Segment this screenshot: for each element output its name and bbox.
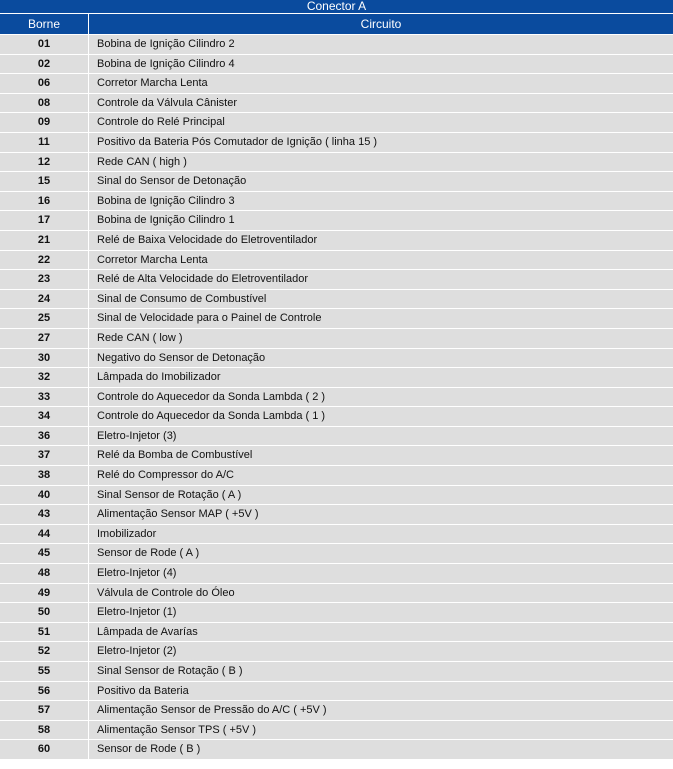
borne-cell: 57 (0, 701, 89, 720)
circuito-cell: Sinal de Velocidade para o Painel de Controle (97, 312, 322, 325)
table-row (0, 388, 673, 408)
circuito-cell: Corretor Marcha Lenta (97, 77, 208, 90)
borne-cell: 16 (0, 192, 89, 211)
table-row (0, 486, 673, 506)
circuito-cell: Sinal do Sensor de Detonação (97, 175, 247, 188)
borne-cell: 45 (0, 544, 89, 563)
table-row (0, 446, 673, 466)
header-circuito: Circuito (360, 17, 402, 31)
circuito-cell: Imobilizador (97, 527, 157, 540)
table-row (0, 349, 673, 369)
table-row (0, 153, 673, 173)
borne-cell: 25 (0, 309, 89, 328)
table-row (0, 133, 673, 153)
circuito-cell: Bobina de Ignição Cilindro 4 (97, 57, 235, 70)
table-row (0, 74, 673, 94)
circuito-cell: Eletro-Injetor (4) (97, 567, 177, 580)
borne-cell: 38 (0, 466, 89, 485)
table-row (0, 662, 673, 682)
circuito-cell: Rede CAN ( high ) (97, 155, 187, 168)
table-row (0, 172, 673, 192)
borne-cell: 15 (0, 172, 89, 191)
circuito-cell: Controle do Aquecedor da Sonda Lambda ( 1 ) (97, 410, 326, 423)
table-header (0, 14, 673, 35)
circuito-cell: Alimentação Sensor MAP ( +5V ) (97, 508, 259, 521)
table-row (0, 329, 673, 349)
table-row (0, 290, 673, 310)
circuito-cell: Relé de Alta Velocidade do Eletroventilador (97, 273, 308, 286)
borne-cell: 24 (0, 290, 89, 309)
circuito-cell: Controle do Relé Principal (97, 116, 225, 129)
table-row (0, 466, 673, 486)
borne-cell: 37 (0, 446, 89, 465)
borne-cell: 23 (0, 270, 89, 289)
borne-cell: 32 (0, 368, 89, 387)
borne-cell: 21 (0, 231, 89, 250)
borne-cell: 36 (0, 427, 89, 446)
circuito-cell: Positivo da Bateria (97, 684, 189, 697)
circuito-cell: Relé de Baixa Velocidade do Eletroventilador (97, 233, 318, 246)
borne-cell: 17 (0, 211, 89, 230)
circuito-cell: Alimentação Sensor de Pressão do A/C ( +5V ) (97, 704, 327, 717)
circuito-cell: Lâmpada do Imobilizador (97, 371, 221, 384)
table-row (0, 525, 673, 545)
borne-cell: 11 (0, 133, 89, 152)
circuito-cell: Relé do Compressor do A/C (97, 469, 234, 482)
circuito-cell: Bobina de Ignição Cilindro 1 (97, 214, 235, 227)
table-row (0, 251, 673, 271)
circuito-cell: Eletro-Injetor (2) (97, 645, 177, 658)
borne-cell: 49 (0, 584, 89, 603)
borne-cell: 22 (0, 251, 89, 270)
circuito-cell: Eletro-Injetor (1) (97, 606, 177, 619)
table-row (0, 701, 673, 721)
table-row (0, 55, 673, 75)
circuito-cell: Corretor Marcha Lenta (97, 253, 208, 266)
table-row (0, 192, 673, 212)
table-row (0, 603, 673, 623)
table-row (0, 642, 673, 662)
circuito-cell: Negativo do Sensor de Detonação (97, 351, 266, 364)
table-row (0, 721, 673, 741)
borne-cell: 58 (0, 721, 89, 740)
circuito-cell: Sensor de Rode ( A ) (97, 547, 200, 560)
table-row (0, 623, 673, 643)
table-body (0, 35, 673, 760)
circuito-cell: Eletro-Injetor (3) (97, 429, 177, 442)
borne-cell: 09 (0, 113, 89, 132)
table-row (0, 505, 673, 525)
table-row (0, 113, 673, 133)
borne-cell: 30 (0, 349, 89, 368)
borne-cell: 48 (0, 564, 89, 583)
borne-cell: 44 (0, 525, 89, 544)
circuito-cell: Bobina de Ignição Cilindro 3 (97, 194, 235, 207)
table-row (0, 94, 673, 114)
circuito-cell: Relé da Bomba de Combustível (97, 449, 253, 462)
borne-cell: 52 (0, 642, 89, 661)
table-row (0, 740, 673, 760)
borne-cell: 01 (0, 35, 89, 54)
borne-cell: 06 (0, 74, 89, 93)
circuito-cell: Alimentação Sensor TPS ( +5V ) (97, 723, 257, 736)
circuito-cell: Bobina de Ignição Cilindro 2 (97, 38, 235, 50)
table-row (0, 564, 673, 584)
circuito-cell: Lâmpada de Avarías (97, 625, 198, 638)
borne-cell: 08 (0, 94, 89, 113)
header-borne: Borne (0, 14, 89, 34)
table-row (0, 231, 673, 251)
table-row (0, 427, 673, 447)
table-row (0, 309, 673, 329)
borne-cell: 12 (0, 153, 89, 172)
table-row (0, 270, 673, 290)
table-row (0, 211, 673, 231)
borne-cell: 55 (0, 662, 89, 681)
circuito-cell: Controle do Aquecedor da Sonda Lambda ( 2 ) (97, 390, 326, 403)
borne-cell: 51 (0, 623, 89, 642)
table-row (0, 35, 673, 55)
circuito-cell: Válvula de Controle do Óleo (97, 586, 235, 599)
borne-cell: 60 (0, 740, 89, 759)
borne-cell: 56 (0, 682, 89, 701)
borne-cell: 34 (0, 407, 89, 426)
table-row (0, 368, 673, 388)
table-row (0, 544, 673, 564)
circuito-cell: Controle da Válvula Cânister (97, 96, 238, 109)
borne-cell: 40 (0, 486, 89, 505)
borne-cell: 33 (0, 388, 89, 407)
table-row (0, 407, 673, 427)
circuito-cell: Sensor de Rode ( B ) (97, 743, 201, 756)
circuito-cell: Sinal Sensor de Rotação ( A ) (97, 488, 242, 501)
borne-cell: 27 (0, 329, 89, 348)
circuito-cell: Sinal Sensor de Rotação ( B ) (97, 665, 243, 677)
borne-cell: 02 (0, 55, 89, 74)
circuito-cell: Sinal de Consumo de Combustível (97, 292, 267, 305)
circuito-cell: Positivo da Bateria Pós Comutador de Ignição ( linha 15 ) (97, 135, 378, 148)
circuito-cell: Rede CAN ( low ) (97, 331, 183, 344)
table-row (0, 682, 673, 702)
borne-cell: 43 (0, 505, 89, 524)
borne-cell: 50 (0, 603, 89, 622)
table-row (0, 584, 673, 604)
table-title: Conector A (0, 0, 673, 14)
